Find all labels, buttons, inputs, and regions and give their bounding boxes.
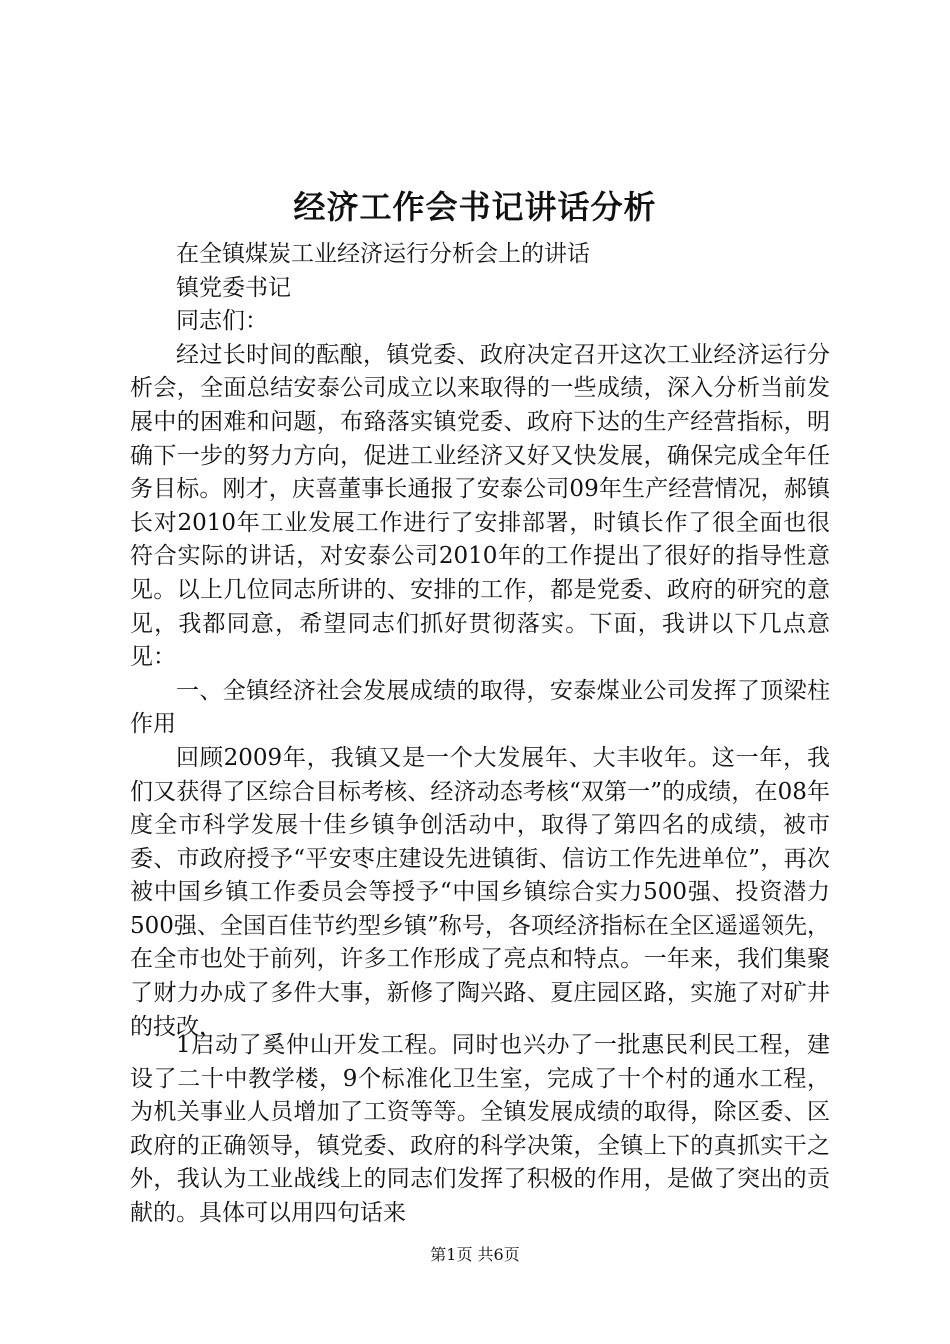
speaker: 镇党委书记 — [176, 274, 291, 301]
section-heading-1: 一、全镇经济社会发展成绩的取得，安泰煤业公司发挥了顶梁柱作用 — [130, 677, 830, 738]
paragraph-continued: 1启动了奚仲山开发工程。同时也兴办了一批惠民利民工程，建设了二十中教学楼，9个标准化卫生室，完成了十个村的通水工程，为机关事业人员增加了工资等等。全镇发展成绩的取得，除区委、区政府的正确领导，镇党委、政府的科学决策，全镇上下的真抓实干之外，我认为工业战线上的同志们发挥了积极的作用，是做了突出的贡献的。具体可以用四句话来 — [130, 1032, 830, 1226]
salutation: 同志们： — [176, 308, 268, 335]
paragraph-intro: 经过长时间的酝酿，镇党委、政府决定召开这次工业经济运行分析会，全面总结安泰公司成立以来取得的一些成绩，深入分析当前发展中的困难和问题，布臵落实镇党委、政府下达的生产经营指标，明确下一步的努力方向，促进工业经济又好又快发展，确保完成全年任务目标。刚才，庆喜董事长通报了安泰公司09年生产经营情况，郝镇长对2010年工业发展工作进行了安排部署，时镇长作了很全面也很符合实际的讲话，对安泰公司2010年的工作提出了很好的指导性意见。以上几位同志所讲的、安排的工作，都是党委、政府的研究的意见，我都同意，希望同志们抓好贯彻落实。下面，我讲以下几点意见： — [130, 341, 830, 671]
page-footer: 第1页 共6页 — [430, 1245, 520, 1264]
document-body — [130, 238, 830, 1044]
subtitle: 在全镇煤炭工业经济运行分析会上的讲话 — [176, 241, 590, 267]
document-title: 经济工作会书记讲话分析 — [293, 188, 657, 226]
paragraph-review-2009: 回顾2009年，我镇又是一个大发展年、大丰收年。这一年，我们又获得了区综合目标考核、经济动态考核“双第一”的成绩，在08年度全市科学发展十佳乡镇争创活动中，取得了第四名的成绩，被市委、市政府授予“平安枣庄建设先进镇街、信访工作先进单位”，再次被中国乡镇工作委员会等授予“中国乡镇综合实力500强、投资潜力500强、全国百佳节约型乡镇”称号，各项经济指标在全区遥遥领先，在全市也处于前列，许多工作形成了亮点和特点。一年来，我们集聚了财力办成了多件大事，新修了陶兴路、夏庄园区路，实施了对矿井的技改， — [130, 744, 830, 1040]
document-body-continued — [130, 1029, 830, 1231]
